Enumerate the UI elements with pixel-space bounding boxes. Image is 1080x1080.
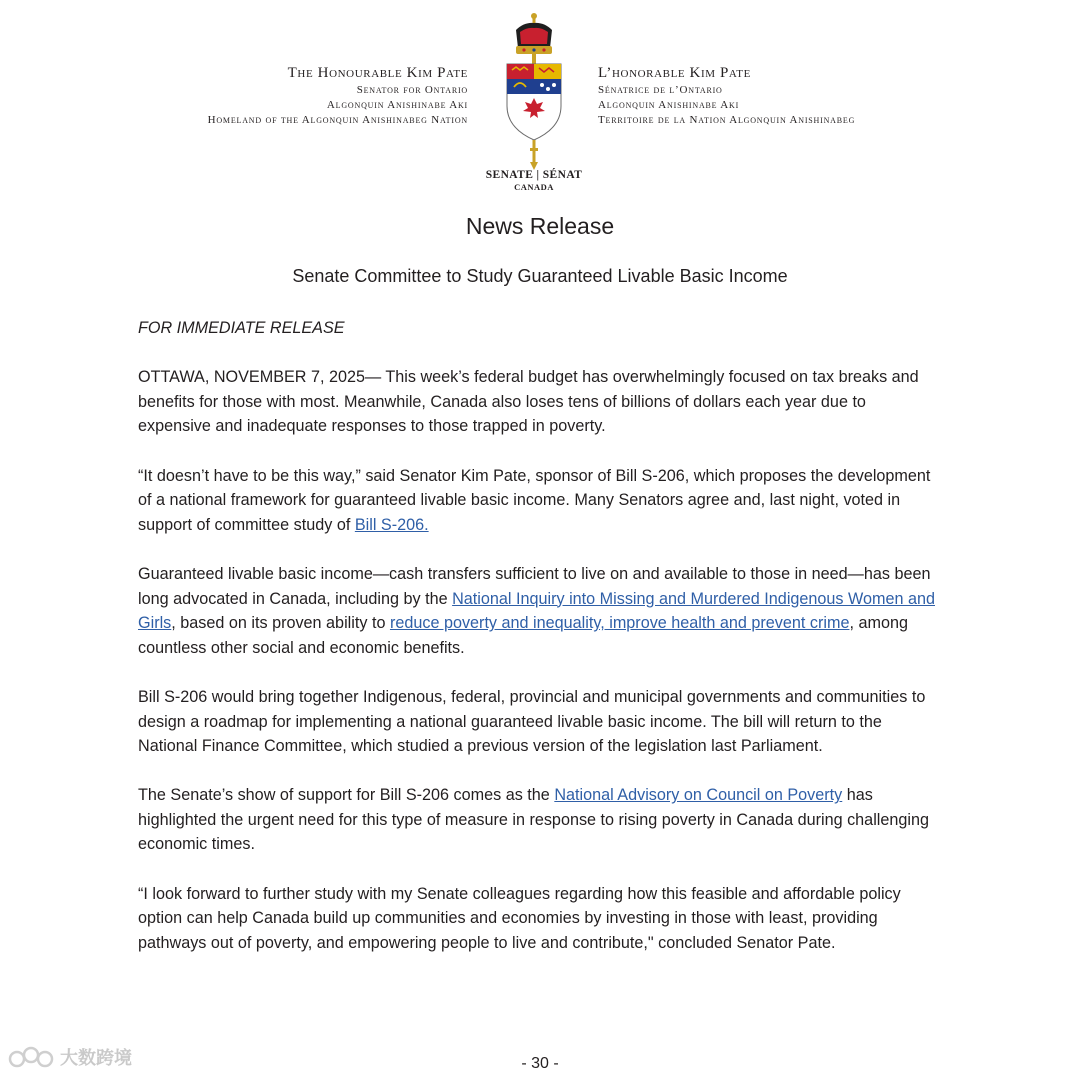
watermark-text: 大数跨境 bbox=[60, 1048, 132, 1068]
senator-name-en: The Honourable Kim Pate bbox=[287, 65, 468, 81]
paragraph-2 bbox=[138, 464, 938, 538]
watermark-logo-icon bbox=[8, 1044, 54, 1070]
paragraph-5-text-a: The Senate’s show of support for Bill S-206 comes as the bbox=[138, 786, 555, 805]
paragraph-1: OTTAWA, NOVEMBER 7, 2025— This week’s federal budget has overwhelmingly focused on tax breaks and benefits for those with most. Meanwhile, Canada also loses tens of billions of dollars each year due to expensive and inadequate responses to those trapped in poverty. bbox=[138, 368, 919, 436]
senator-name-fr: L’honorable Kim Pate bbox=[598, 65, 751, 81]
page-title: News Release bbox=[465, 213, 615, 239]
advisory-council-link[interactable]: National Advisory on Council on Poverty bbox=[554, 786, 843, 805]
reduce-poverty-link[interactable]: reduce poverty and inequality, improve health and prevent crime bbox=[389, 614, 850, 633]
paragraph-3 bbox=[138, 562, 938, 660]
letterhead-french bbox=[598, 64, 855, 128]
letterhead bbox=[0, 0, 1080, 200]
bill-s206-link[interactable]: Bill S-206. bbox=[354, 515, 429, 534]
paragraph-4: Bill S-206 would bring together Indigenous, federal, provincial and municipal governments and communities to design a roadmap for implementing a national guaranteed livable basic income. The bill will return to the National Finance Committee, which studied a previous version of the legislation last Parliament. bbox=[138, 687, 926, 756]
paragraph-3-text-b: , based on its proven ability to bbox=[171, 614, 390, 633]
paragraph-2-text: “It doesn’t have to be this way,” said Senator Kim Pate, sponsor of Bill S-206, which proposes the development of a national framework for guaranteed livable basic income. Many Senators agree and, last night, voted in support of committee study of bbox=[138, 466, 931, 534]
release-body bbox=[138, 316, 938, 980]
paragraph-3-text-c: , among countless other social and economic benefits. bbox=[138, 614, 908, 657]
senate-wordmark bbox=[434, 168, 634, 193]
homeland-en: Homeland of the Algonquin Anishinabeg Nation bbox=[207, 114, 468, 126]
paragraph-5 bbox=[138, 783, 938, 857]
senate-country: CANADA bbox=[514, 182, 554, 192]
release-headline: Senate Committee to Study Guaranteed Livable Basic Income bbox=[292, 266, 788, 286]
watermark bbox=[8, 1044, 132, 1070]
senator-title-en: Senator for Ontario bbox=[356, 84, 468, 96]
letterhead-english bbox=[208, 64, 468, 128]
paragraph-5-text-b: has highlighted the urgent need for this type of measure in response to rising poverty in Canada during challenging economic times. bbox=[138, 786, 929, 854]
territory-en: Algonquin Anishinabe Aki bbox=[326, 99, 468, 111]
territory-fr: Algonquin Anishinabe Aki bbox=[598, 99, 740, 111]
paragraph-6: “I look forward to further study with my Senate colleagues regarding how this feasible and affordable policy option can help Canada build up communities and economies by investing in those with least, providing pathways out of poverty, and empowering people to live and contribute," concluded Senator Pate. bbox=[138, 884, 901, 952]
senator-title-fr: Sénatrice de l’Ontario bbox=[598, 84, 723, 96]
paragraph-3-text-a: Guaranteed livable basic income—cash transfers sufficient to live on and available to those in need—has been long advocated in Canada, including by the bbox=[138, 564, 931, 608]
senate-name: SENATE | SÉNAT bbox=[485, 169, 583, 181]
national-inquiry-link[interactable]: National Inquiry into Missing and Murdered Indigenous Women and Girls bbox=[138, 589, 935, 633]
senate-crest-icon bbox=[502, 10, 566, 170]
homeland-fr: Territoire de la Nation Algonquin Anishinabeg bbox=[598, 114, 856, 126]
page-number: - 30 - bbox=[521, 1055, 559, 1072]
release-line: FOR IMMEDIATE RELEASE bbox=[138, 319, 345, 337]
